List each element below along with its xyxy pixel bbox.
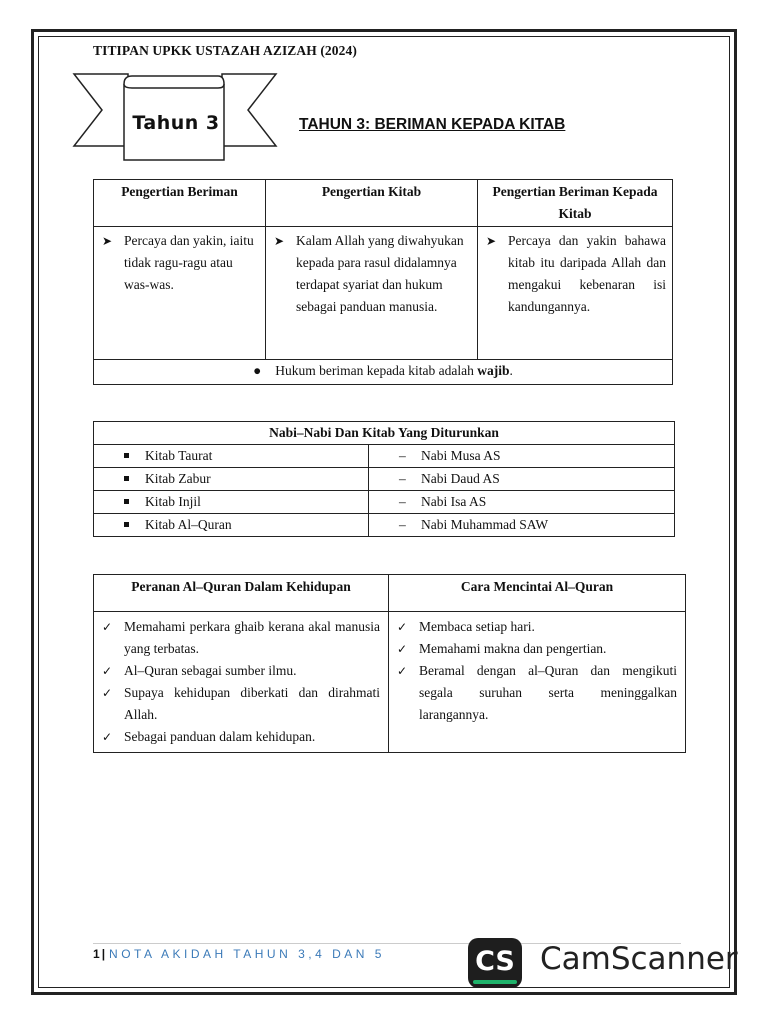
ruling-bold: wajib (477, 363, 510, 378)
header-title: TITIPAN UPKK USTAZAH AZIZAH (2024) (93, 43, 357, 58)
table-cell (478, 227, 673, 360)
check-icon: ✓ (102, 730, 113, 744)
item-text: Memahami perkara ghaib kerana akal manusia yang terbatas. (124, 619, 380, 656)
check-icon: ✓ (397, 620, 408, 634)
check-icon: ✓ (102, 620, 113, 634)
nabi-cell (369, 514, 675, 537)
item-text: Sebagai panduan dalam kehidupan. (124, 729, 316, 744)
page-heading: TAHUN 3: BERIMAN KEPADA KITAB (299, 116, 566, 133)
arrow-bullet-icon: ➤ (486, 234, 497, 248)
table-title: Nabi–Nabi Dan Kitab Yang Diturunkan (94, 422, 675, 445)
dash-icon: – (399, 471, 406, 486)
item-text: Membaca setiap hari. (419, 619, 535, 634)
table-row (94, 445, 675, 468)
table-cell (266, 227, 478, 360)
nabi-cell (369, 445, 675, 468)
list-item (102, 726, 380, 748)
bullet-dot-icon: ● (253, 363, 262, 378)
kitab-name: Kitab Al–Quran (145, 517, 232, 532)
cell-text: Kalam Allah yang diwahyukan kepada para rasul didalamnya terdapat syariat dan hukum sebagai panduan manusia. (296, 233, 464, 314)
nabi-cell (369, 491, 675, 514)
list-item (397, 616, 677, 638)
ruling-text: Hukum beriman kepada kitab adalah (275, 363, 478, 378)
ruling-suffix: . (509, 363, 513, 378)
table-pengertian (93, 179, 673, 385)
table-cell (94, 612, 389, 753)
check-icon: ✓ (102, 664, 113, 678)
kitab-cell (94, 445, 369, 468)
logo-letters: CS (475, 946, 515, 977)
arrow-bullet-icon: ➤ (274, 234, 285, 248)
kitab-name: Kitab Zabur (145, 471, 211, 486)
item-text: Supaya kehidupan diberkati dan dirahmati Allah. (124, 685, 380, 722)
table-cell (389, 612, 686, 753)
list-item (102, 682, 380, 726)
check-icon: ✓ (102, 686, 113, 700)
table-header: Cara Mencintai Al–Quran (389, 575, 686, 612)
kitab-name: Kitab Taurat (145, 448, 213, 463)
square-bullet-icon (124, 476, 129, 481)
nabi-name: Nabi Muhammad SAW (421, 517, 549, 532)
kitab-cell (94, 468, 369, 491)
table-cell (94, 227, 266, 360)
table-header: Pengertian Beriman Kepada Kitab (478, 180, 673, 227)
kitab-cell (94, 514, 369, 537)
square-bullet-icon (124, 453, 129, 458)
cell-text: Percaya dan yakin, iaitu tidak ragu-ragu atau was-was. (124, 233, 254, 292)
table-row (94, 491, 675, 514)
dash-icon: – (399, 494, 406, 509)
list-item (102, 616, 380, 660)
page-footer (93, 947, 385, 961)
item-text: Memahami makna dan pengertian. (419, 641, 607, 656)
footer-text: NOTA AKIDAH TAHUN 3,4 DAN 5 (109, 947, 385, 961)
cell-text: Percaya dan yakin bahawa kitab itu daripada Allah dan mengakui kebenaran isi kandungannya. (508, 233, 666, 314)
nabi-name: Nabi Isa AS (421, 494, 487, 509)
table-peranan-quran (93, 574, 686, 753)
square-bullet-icon (124, 522, 129, 527)
nabi-name: Nabi Daud AS (421, 471, 500, 486)
table-header: Pengertian Kitab (266, 180, 478, 227)
check-icon: ✓ (397, 642, 408, 656)
camscanner-watermark: CamScanner (540, 941, 738, 977)
nabi-cell (369, 468, 675, 491)
table-header: Peranan Al–Quran Dalam Kehidupan (94, 575, 389, 612)
list-item (397, 660, 677, 726)
kitab-cell (94, 491, 369, 514)
table-row (94, 468, 675, 491)
table-header: Pengertian Beriman (94, 180, 266, 227)
kitab-name: Kitab Injil (145, 494, 201, 509)
page-number: 1 (93, 947, 100, 961)
item-text: Al–Quran sebagai sumber ilmu. (124, 663, 297, 678)
list-item (102, 660, 380, 682)
logo-green-bar (473, 980, 517, 984)
banner-label: Tahun 3 (132, 112, 220, 134)
footer-separator: | (101, 947, 106, 961)
check-icon: ✓ (397, 664, 408, 678)
dash-icon: – (399, 448, 406, 463)
camscanner-logo-icon (468, 938, 522, 988)
list-item (397, 638, 677, 660)
item-text: Beramal dengan al–Quran dan mengikuti segala suruhan serta meninggalkan larangannya. (419, 663, 677, 722)
square-bullet-icon (124, 499, 129, 504)
dash-icon: – (399, 517, 406, 532)
table-nabi-kitab (93, 421, 675, 537)
table-row (94, 514, 675, 537)
nabi-name: Nabi Musa AS (421, 448, 501, 463)
ruling-row (94, 360, 673, 385)
arrow-bullet-icon: ➤ (102, 234, 113, 248)
